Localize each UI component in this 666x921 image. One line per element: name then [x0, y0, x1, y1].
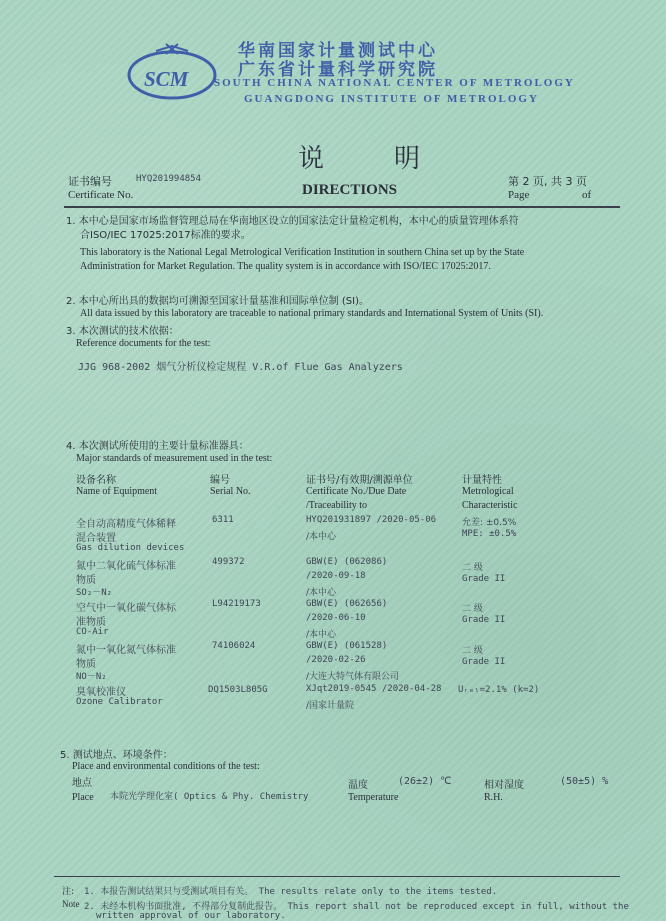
note-label-en: Note	[62, 899, 80, 909]
equipment-row-name: 物质	[76, 659, 96, 670]
equipment-row-name: 全自动高精度气体稀释	[76, 519, 176, 530]
equipment-row-cert: /本中心	[306, 588, 337, 598]
equipment-row-name: 混合装置	[76, 533, 116, 544]
certificate-label-zh: 证书编号	[68, 175, 112, 188]
place-label-en: Place	[72, 792, 94, 803]
col-header-char-en-2: Characteristic	[462, 500, 518, 511]
col-header-char-zh: 计量特性	[462, 475, 502, 486]
temperature-label-en: Temperature	[348, 792, 399, 803]
equipment-row-cert: /2020-02-26	[306, 655, 366, 665]
equipment-row-name: SO₂－N₂	[76, 588, 113, 598]
page-label-en: Page	[508, 189, 530, 201]
equipment-row-cert: GBW(E) (061528)	[306, 641, 388, 651]
col-header-cert-en-1: Certificate No./Due Date	[306, 486, 407, 497]
equipment-row-cert: /2020-06-10	[306, 613, 366, 623]
section2-en: All data issued by this laboratory are traceable to national primary standards and International System of Units (SI).	[80, 308, 544, 319]
humidity-label-zh: 相对湿度	[484, 780, 524, 791]
humidity-label-en: R.H.	[484, 792, 503, 803]
section3-zh: 3. 本次测试的技术依据：	[66, 326, 179, 337]
footer-divider	[54, 876, 620, 877]
equipment-row-char: MPE: ±0.5%	[462, 529, 517, 539]
equipment-row-char: Grade II	[462, 657, 506, 667]
note-2: 2. 未经本机构书面批准, 不得部分复制此报告。 This report shall not be reproduced except in full, without the	[84, 902, 629, 912]
org-name-en-2: GUANGDONG INSTITUTE OF METROLOGY	[244, 93, 539, 105]
org-name-zh-2: 广东省计量科学研究院	[238, 60, 438, 80]
title-zh: 说 明	[298, 144, 443, 174]
equipment-row-serial: L94219173	[212, 599, 261, 609]
col-header-cert-zh: 证书号/有效期/溯源单位	[306, 475, 413, 486]
logo	[126, 42, 218, 104]
note-label-zh: 注:	[62, 887, 75, 897]
org-name-zh-1: 华南国家计量测试中心	[238, 41, 438, 61]
equipment-row-cert: GBW(E) (062086)	[306, 557, 388, 567]
equipment-row-serial: 499372	[212, 557, 245, 567]
equipment-row-char: 二 级	[462, 646, 483, 656]
col-header-name-zh: 设备名称	[76, 475, 116, 486]
equipment-row-name: 物质	[76, 575, 96, 586]
certificate-number: HYQ201994854	[136, 174, 202, 184]
section1-en-line2: Administration for Market Regulation. The quality system is in accordance with ISO/IEC 17025:2017.	[80, 261, 491, 272]
section5-zh: 5. 测试地点、环境条件：	[60, 750, 173, 761]
section1-zh-line1: 1. 本中心是国家市场监督管理总局在华南地区设立的国家法定计量检定机构，本中心的质量管理体系符	[66, 216, 519, 227]
equipment-row-char: Grade II	[462, 574, 506, 584]
section4-en: Major standards of measurement used in the test:	[76, 453, 273, 464]
equipment-row-name: 氮中二氧化硫气体标准	[76, 561, 176, 572]
header-divider	[64, 206, 620, 208]
section4-zh: 4. 本次测试所使用的主要计量标准器具：	[66, 441, 249, 452]
equipment-row-char: 二 级	[462, 604, 483, 614]
equipment-row-char: Grade II	[462, 615, 506, 625]
org-name-en-1: SOUTH CHINA NATIONAL CENTER OF METROLOGY	[214, 77, 575, 89]
place-label-zh: 地点	[72, 778, 92, 789]
of-label-en: of	[582, 189, 592, 201]
equipment-row-name: CO-Air	[76, 627, 109, 637]
equipment-row-cert: /本中心	[306, 532, 337, 542]
equipment-row-char: 允差: ±0.5%	[462, 518, 517, 528]
equipment-row-cert: XJqt2019-0545 /2020-04-28	[306, 684, 442, 694]
equipment-row-cert: /国家计量院	[306, 701, 355, 711]
col-header-serial-zh: 编号	[210, 475, 230, 486]
note-3: written approval of our laboratory.	[96, 911, 286, 921]
note-1: 1. 本报告测试结果只与受测试项目有关。 The results relate only to the items tested.	[84, 887, 498, 897]
equipment-row-name: 空气中一氧化碳气体标	[76, 603, 176, 614]
humidity-value: (50±5) %	[560, 776, 609, 787]
equipment-row-name: 准物质	[76, 617, 106, 628]
section2-zh: 2. 本中心所出具的数据均可溯源至国家计量基准和国际单位制 (SI)。	[66, 296, 369, 307]
equipment-row-serial: 6311	[212, 515, 234, 525]
section5-en: Place and environmental conditions of the test:	[72, 761, 260, 772]
title-en: DIRECTIONS	[302, 182, 398, 198]
col-header-cert-en-2: /Traceability to	[306, 500, 368, 511]
equipment-row-cert: GBW(E) (062656)	[306, 599, 388, 609]
certificate-label-en: Certificate No.	[68, 189, 134, 201]
temperature-label-zh: 温度	[348, 780, 368, 791]
temperature-value: (26±2) ℃	[398, 776, 452, 787]
equipment-row-name: Gas dilution devices	[76, 543, 185, 553]
equipment-row-name: 臭氧校准仪	[76, 687, 126, 698]
section1-zh-line2: 合ISO/IEC 17025:2017标准的要求。	[80, 230, 251, 241]
col-header-char-en-1: Metrological	[462, 486, 514, 497]
equipment-row-cert: /本中心	[306, 630, 337, 640]
page-info-zh: 第 2 页, 共 3 页	[508, 175, 587, 188]
logo-text: SCM	[144, 67, 189, 91]
equipment-row-char: Uᵣₑₗ=2.1% (k=2)	[458, 685, 540, 695]
section3-en: Reference documents for the test:	[76, 338, 211, 349]
equipment-row-cert: /大连大特气体有限公司	[306, 672, 400, 682]
section1-en-line1: This laboratory is the National Legal Metrological Verification Institution in southern China set up by the State	[80, 247, 525, 258]
equipment-row-serial: 74106024	[212, 641, 256, 651]
equipment-row-name: Ozone Calibrator	[76, 697, 163, 707]
reference-document: JJG 968-2002 烟气分析仪检定规程 V.R.of Flue Gas Analyzers	[78, 362, 403, 373]
equipment-row-serial: DQ1503L805G	[208, 685, 268, 695]
equipment-row-name: 氮中一氧化氮气体标准	[76, 645, 176, 656]
equipment-row-cert: HYQ201931897 /2020-05-06	[306, 515, 437, 525]
equipment-row-char: 二 级	[462, 563, 483, 573]
col-header-name-en: Name of Equipment	[76, 486, 158, 497]
col-header-serial-en: Serial No.	[210, 486, 251, 497]
equipment-row-cert: /2020-09-18	[306, 571, 366, 581]
equipment-row-name: NO－N₂	[76, 672, 107, 682]
place-value: 本院光学理化室( Optics & Phy. Chemistry	[110, 792, 309, 802]
